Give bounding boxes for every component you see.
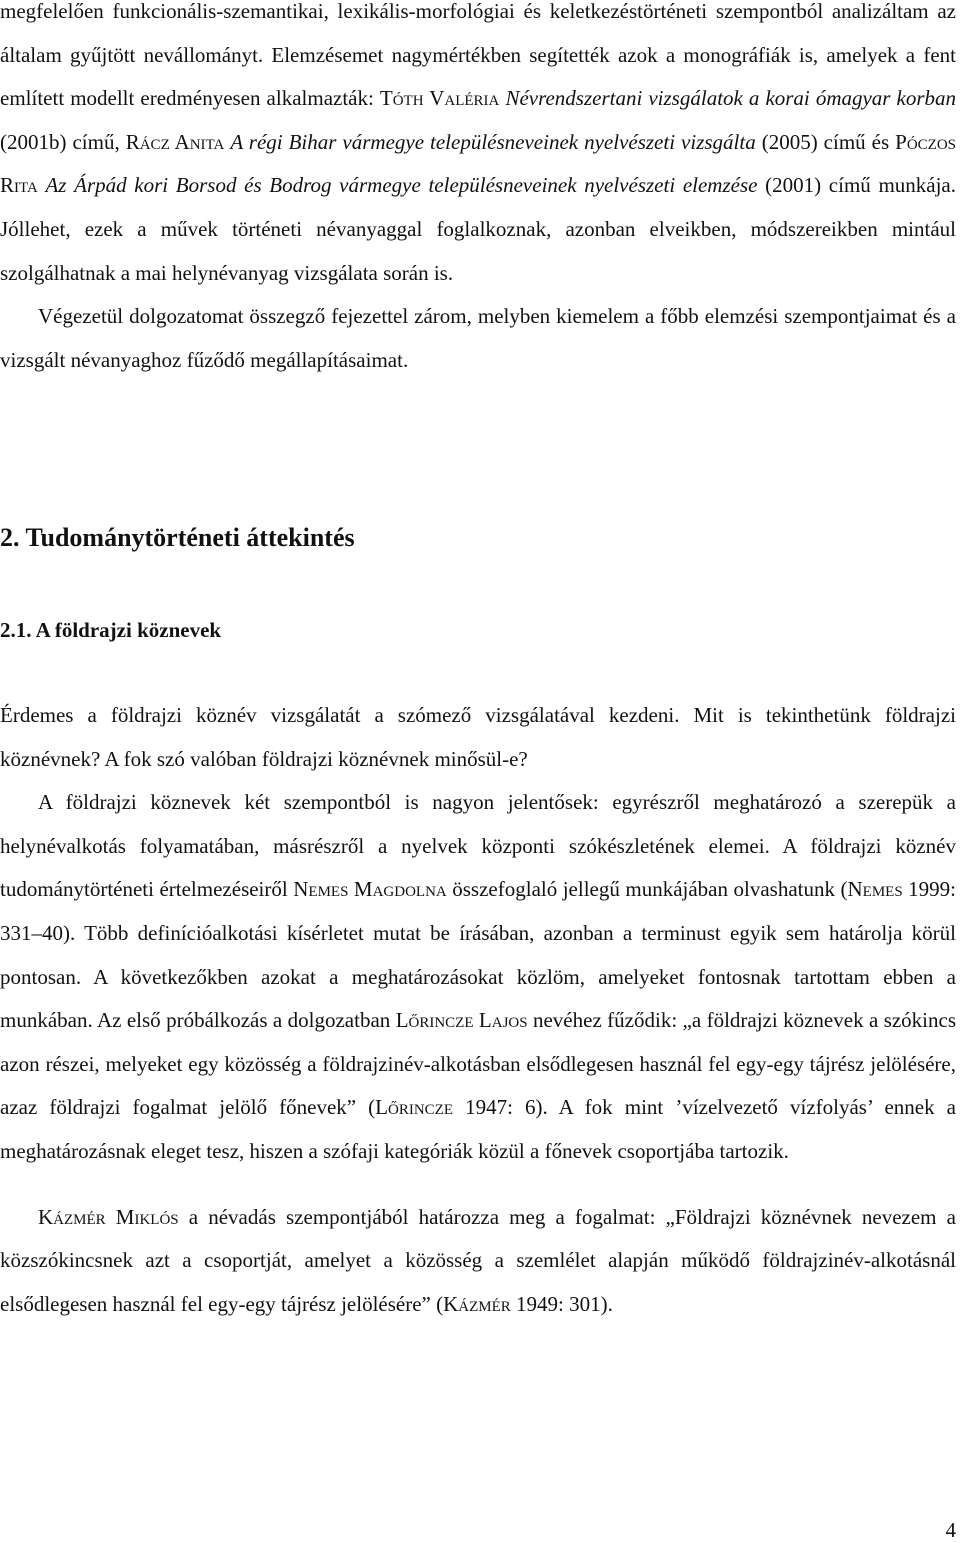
section-heading: 2. Tudománytörténeti áttekintés [0,523,355,552]
closing-paragraph: Végezetül dolgozatomat összegző fejezettel zárom, melyben kiemelem a főbb elemzési szempontjaimat és a vizsgált névanyaghoz fűződő megállapításaimat. [0,304,956,372]
text-run: (2001b) című, [0,129,126,154]
author-name: Tóth Valéria [379,86,500,111]
text-run: 1999: 331–40). Több definícióalkotási kísérletet mutat be írásában, azonban a terminust egyik sem határolja körül pontosan. A következőkben azokat a meghatározásokat közlöm, amelyeket fontosnak tartottam ebben a munkában. Az első próbálkozás a dolgozatban [0,877,956,1033]
definitions-paragraph [0,781,956,1173]
work-title: Az Árpád kori Borsod és Bodrog vármegye településneveinek nyelvészeti elemzése [45,173,758,198]
author-name: Póczos Rita [0,129,957,198]
work-title: A régi Bihar vármegye településneveinek nyelvészeti vizsgálta [230,129,756,154]
text-run: A földrajzi köznevek két szempontból is nagyon jelentősek: egyrészről meghatározó a szerepük a helynévalkotás folyamatában, másrészről a nyelvek központi szókészletének elemei. A földrajzi köznév tudománytörténeti értelmezéseiről [0,790,956,902]
page-number: 4 [945,1518,956,1542]
text-run: 1947: 6). A fok mint ’vízelvezető vízfolyás’ ennek a meghatározásnak eleget tesz, hiszen a szófaji kategóriák közül a főnevek csoportjába tartozik. [0,1095,956,1163]
subsection-heading: 2.1. A földrajzi köznevek [0,618,222,642]
kazmer-definition-paragraph [0,1196,956,1327]
text-run: (2001) című munkája. Jóllehet, ezek a művek történeti névanyaggal foglalkoznak, azonban elveikben, módszereikben mintául szolgálhatnak a mai helynévanyag vizsgálata során is. [0,173,957,285]
author-name: Kázmér [443,1291,511,1316]
author-name: Lőrincze Lajos [395,1008,528,1033]
intro-paragraph [0,0,956,382]
work-title: Névrendszertani vizsgálatok a korai ómagyar korban [505,86,957,111]
body-text [0,694,956,1326]
author-name: Rácz Anita [125,129,225,154]
author-name: Nemes [847,877,903,902]
author-name: Lőrincze [375,1095,453,1120]
text-run: megfelelően funkcionális-szemantikai, lexikális-morfológiai és keletkezéstörténeti szempontból analizáltam az általam gyűjtött nevállományt. Elemzésemet nagymértékben segítették azok a monográfiák is, amelyek a fent említett modellt eredményesen alkalmazták: [0,0,956,111]
text-run: a névadás szempontjából határozza meg a fogalmat: „Földrajzi köznévnek nevezem a közszókincsnek azt a csoportját, amelyet a közösség a szemlélet alapján működő földrajzinév-alkotásnál elsődlegesen használ fel egy-egy tájrész jelölésére” ( [0,1204,956,1316]
intro-question-paragraph: Érdemes a földrajzi köznév vizsgálatát a szómező vizsgálatával kezdeni. Mit is tekinthetünk földrajzi köznévnek? A fok szó valóban földrajzi köznévnek minősül-e? [0,703,956,771]
author-name: Kázmér Miklós [38,1204,179,1229]
author-name: Nemes Magdolna [293,877,447,902]
text-run: nevéhez fűződik: „a földrajzi köznevek a szókincs azon részei, melyeket egy közösség a földrajzinév-alkotásban elsődlegesen használ fel egy-egy tájrész jelölésére, azaz földrajzi fogalmat jelölő főnevek” ( [0,1008,957,1120]
text-run: 1949: 301). [510,1291,613,1316]
text-run: összefoglaló jellegű munkájában olvashatunk ( [446,877,848,902]
text-run: (2005) című és [755,129,896,154]
